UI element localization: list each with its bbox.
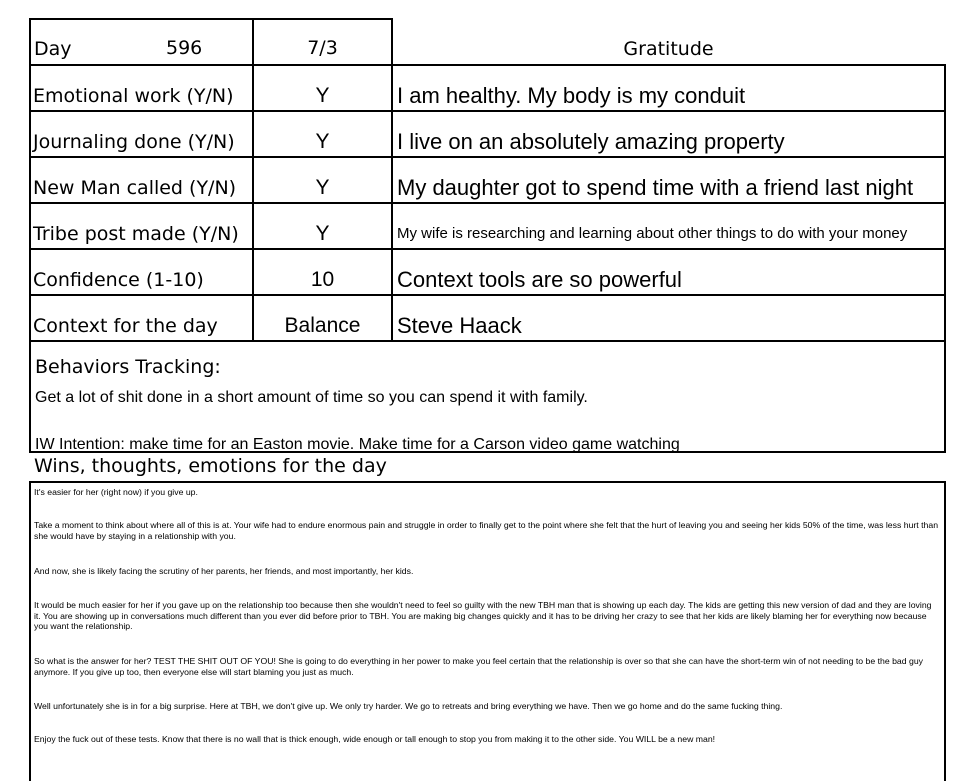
wins-paragraph: And now, she is likely facing the scrutiny of her parents, her friends, and most importantly, her kids. [34, 566, 414, 576]
row-value-context: Balance [284, 314, 361, 337]
wins-paragraph: It would be much easier for her if you gave up on the relationship too because then she wouldn't need to feel so guilty with the new TBH man that is showing up each day. The kids are getting this new version of dad and they are loving it. You are showing up in conversations much different than you ever did before prior to TBH. You are making big changes quickly and it has to be driving her crazy to see that her kids are likely blaming her for everything now because you want the relationship. [34, 600, 932, 631]
wins-paragraph: Take a moment to think about where all of this is at. Your wife had to endure enormous pain and struggle in order to finally get to the point where she felt that the hurt of leaving you and seeing her kids 50% of the time, was less hurt than she would have by staying in a relationship with you. [34, 520, 939, 541]
gratitude-item: I am healthy. My body is my conduit [397, 83, 746, 108]
row-line [29, 156, 946, 158]
row-line [29, 110, 946, 112]
row-label-context: Context for the day [33, 315, 218, 337]
gratitude-item: I live on an absolutely amazing property [397, 129, 785, 154]
gratitude-item: Context tools are so powerful [397, 267, 682, 292]
row-label-tribe-post: Tribe post made (Y/N) [33, 223, 239, 245]
gratitude-item: My daughter got to spend time with a friend last night [397, 175, 914, 200]
wins-paragraph: It's easier for her (right now) if you give up. [34, 487, 198, 497]
row-value-tribe-post: Y [315, 222, 330, 245]
wins-title: Wins, thoughts, emotions for the day [34, 455, 387, 477]
row-label-emotional-work: Emotional work (Y/N) [33, 85, 234, 107]
table-right-border [944, 64, 946, 453]
behaviors-title: Behaviors Tracking: [35, 356, 221, 378]
wins-box-left [29, 481, 31, 781]
behaviors-bottom-border [29, 451, 946, 453]
date-value: 7/3 [307, 37, 338, 59]
gratitude-item: My wife is researching and learning about other things to do with your money [397, 225, 908, 242]
day-label: Day [34, 38, 72, 60]
behaviors-intention: IW Intention: make time for an Easton movie. Make time for a Carson video game watching [35, 436, 680, 451]
row-line [29, 64, 946, 66]
wins-paragraph: Enjoy the fuck out of these tests. Know that there is no wall that is thick enough, wide enough or tall enough to stop you from making it to the other side. You WILL be a new man! [34, 734, 716, 744]
row-value-emotional-work: Y [315, 84, 330, 107]
row-value-new-man-called: Y [315, 176, 330, 199]
table-left-border [29, 18, 31, 453]
row-line [29, 340, 946, 342]
gratitude-title: Gratitude [623, 38, 714, 60]
behaviors-intention-clip [31, 430, 944, 451]
wins-paragraph: Well unfortunately she is in for a big surprise. Here at TBH, we don't give up. We only try harder. We go to retreats and bring everything we have. Then we go home and do the same fucking thing. [34, 701, 783, 711]
wins-box-top [29, 481, 946, 483]
row-label-journaling: Journaling done (Y/N) [33, 131, 235, 153]
wins-box-right [944, 481, 946, 781]
gratitude-item: Steve Haack [397, 313, 522, 338]
row-value-confidence: 10 [310, 268, 335, 291]
row-label-confidence: Confidence (1-10) [33, 269, 204, 291]
behaviors-line: Get a lot of shit done in a short amount of time so you can spend it with family. [35, 389, 588, 406]
row-line [29, 202, 946, 204]
row-label-new-man-called: New Man called (Y/N) [33, 177, 237, 199]
day-number: 596 [166, 37, 203, 59]
row-line [29, 294, 946, 296]
wins-paragraph: So what is the answer for her? TEST THE SHIT OUT OF YOU! She is going to do everything in her power to make you feel certain that the relationship is over so that she can have the short-term win of not needing to be the bad guy anymore. If you give up too, then everyone else will start blaming you just as much. [34, 656, 924, 677]
row-line [29, 248, 946, 250]
table-top-border [29, 18, 392, 20]
row-value-journaling: Y [315, 130, 330, 153]
